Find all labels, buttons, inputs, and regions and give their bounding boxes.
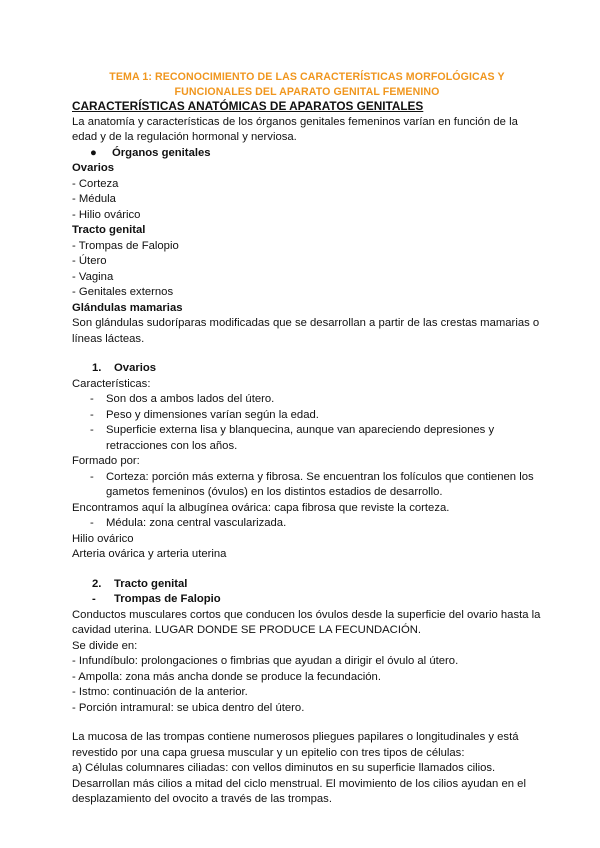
intro-paragraph: La anatomía y características de los órganos genitales femeninos varían en función de la edad y de la regulación hormonal y nerviosa. xyxy=(72,115,518,143)
tracto-label: Tracto genital xyxy=(72,224,146,236)
mucosa-paragraph: La mucosa de las trompas contiene numerosos pliegues papilares o longitudinales y está revestido por una capa gruesa muscular y un epitelio con tres tipos de células: xyxy=(72,731,519,759)
celulas-a-text: a) Células columnares ciliadas: con vellos diminutos en su superficie llamados cilios. xyxy=(72,762,496,774)
caracteristicas-label: Características: xyxy=(72,377,151,390)
spacer xyxy=(72,347,542,361)
title-line-2: FUNCIONALES DEL APARATO GENITAL FEMENINO xyxy=(174,85,440,98)
list-item xyxy=(72,392,542,408)
section-2-heading xyxy=(72,577,542,593)
dash-icon: - xyxy=(90,393,94,405)
albuginea-text: Encontramos aquí la albugínea ovárica: capa fibrosa que reviste la corteza. xyxy=(72,501,450,514)
cilios-paragraph: Desarrollan más cilios a mitad del ciclo menstrual. El movimiento de los cilios ayudan en el desplazamiento del ovocito a través de las trompas. xyxy=(72,777,526,805)
dash-icon: - xyxy=(90,424,94,436)
list-item: - Infundíbulo: prolongaciones o fimbrias que ayudan a dirigir el óvulo al útero. xyxy=(72,655,459,667)
glandulas-text: Son glándulas sudoríparas modificadas que se desarrollan a partir de las crestas mamarias o líneas lácteas. xyxy=(72,317,540,345)
title-line-1: TEMA 1: RECONOCIMIENTO DE LAS CARACTERÍSTICAS MORFOLÓGICAS Y xyxy=(109,71,505,83)
list-item: - Porción intramural: se ubica dentro del útero. xyxy=(72,701,305,714)
trompas-description: Conductos musculares cortos que conducen los óvulos desde la superficie del ovario hasta la cavidad uterina. LUGAR DONDE SE PRODUCE LA FECUNDACIÓN. xyxy=(72,608,541,636)
formado-label: Formado por: xyxy=(72,455,140,467)
hilio-text: Hilio ovárico xyxy=(72,532,134,545)
document-title xyxy=(72,70,542,99)
spacer xyxy=(72,563,542,577)
section-heading: CARACTERÍSTICAS ANATÓMICAS DE APARATOS GENITALES xyxy=(72,99,424,113)
list-item: - Hilio ovárico xyxy=(72,208,141,221)
dash-icon: - xyxy=(90,408,94,421)
list-item: - Corteza xyxy=(72,177,119,190)
spacer xyxy=(72,716,542,730)
organos-bullet-label: Órganos genitales xyxy=(112,146,211,159)
list-item-text: Corteza: porción más externa y fibrosa. Se encuentran los folículos que contienen los gametos femeninos (óvulos) en los distintos estadios de desarrollo. xyxy=(106,470,534,498)
organos-bullet xyxy=(72,146,542,162)
list-item-text: Peso y dimensiones varían según la edad. xyxy=(106,408,319,421)
list-item xyxy=(72,423,542,454)
dash-icon: - xyxy=(92,593,96,605)
list-item xyxy=(72,408,542,424)
section-1-heading xyxy=(72,361,542,377)
list-item: - Genitales externos xyxy=(72,286,174,298)
arteria-text: Arteria ovárica y arteria uterina xyxy=(72,548,227,560)
list-item: - Ampolla: zona más ancha donde se produce la fecundación. xyxy=(72,670,381,683)
glandulas-label: Glándulas mamarias xyxy=(72,301,183,314)
list-item-text: Médula: zona central vascularizada. xyxy=(106,517,287,529)
dash-icon: - xyxy=(90,517,94,529)
bullet-dot-icon: ● xyxy=(90,146,97,159)
section-1-number: 1. xyxy=(92,362,102,374)
trompas-subheading xyxy=(72,592,542,608)
section-2-number: 2. xyxy=(92,577,102,590)
document-page xyxy=(72,70,542,808)
trompas-subheading-label: Trompas de Falopio xyxy=(114,593,221,605)
list-item: - Médula xyxy=(72,193,116,205)
list-item: - Útero xyxy=(72,255,107,267)
divide-label: Se divide en: xyxy=(72,639,138,652)
list-item xyxy=(72,470,542,501)
list-item xyxy=(72,516,542,532)
list-item-text: Son dos a ambos lados del útero. xyxy=(106,393,275,405)
list-item: - Trompas de Falopio xyxy=(72,239,179,252)
list-item: - Vagina xyxy=(72,270,114,283)
dash-icon: - xyxy=(90,470,94,483)
ovarios-label: Ovarios xyxy=(72,162,115,174)
section-1-title: Ovarios xyxy=(114,362,157,374)
list-item: - Istmo: continuación de la anterior. xyxy=(72,686,248,698)
list-item-text: Superficie externa lisa y blanquecina, aunque van apareciendo depresiones y retracciones con los años. xyxy=(106,424,495,452)
section-2-title: Tracto genital xyxy=(114,577,188,590)
